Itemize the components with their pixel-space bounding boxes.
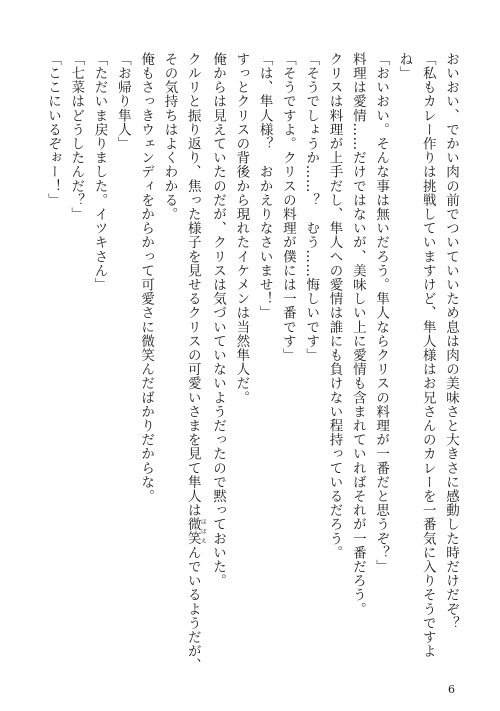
text-line: おいおい、でかい肉の前でついていいため息は肉の美味さと大きさに感動した時だけだぞ？ xyxy=(443,52,459,631)
text-line-with-ruby: クルリと振り返り、焦った様子を見せるクリスの可愛いさまを見て隼人は微笑ほほえんでいるようだが、 xyxy=(184,52,207,673)
text-line: 俺もさっきウェンディをからかって可愛さに微笑んだばかりだからな。 xyxy=(138,52,155,504)
text-line: ね」 xyxy=(396,52,413,81)
text-line: すっとクリスの背後から現れたイケメンは当然隼人だ。 xyxy=(233,52,250,405)
page-number: 6 xyxy=(448,683,455,696)
text-line: 俺からは見えていたのだが、クリスは気づいていないようだったので黙っておいた。 xyxy=(210,52,227,588)
text-line: 料理は愛情……だけではないが、美味しい上に愛情も含まれていればそれが一番だろう。 xyxy=(349,52,366,616)
text-line: 「ここにいるぞぉー！」 xyxy=(44,52,61,208)
text-line: 「おいおい。そんな事は無いだろう。隼人ならクリスの料理が一番だと思うぞ？」 xyxy=(373,52,390,574)
text-line: 「お帰り隼人」 xyxy=(114,52,131,151)
text-line: クリスは料理が上手だし、隼人への愛情は誰にも負けない程持っているだろう。 xyxy=(326,52,343,560)
text-line: 「私もカレー作りは挑戦していますけど、隼人様はお兄さんのカレーを一番気に入りそうですよ xyxy=(419,52,436,659)
text-line: その気持ちはよくわかる。 xyxy=(161,52,178,222)
ruby-reading: ほほえ xyxy=(199,517,207,546)
text-line: 「七菜はどうしたんだ？」 xyxy=(68,52,85,222)
text-line: 「そうでしょうか……？ むう……悔しいです」 xyxy=(303,52,320,363)
text-line: 「そうですよ。クリスの料理が僕には一番です」 xyxy=(279,52,296,363)
ruby-annotation: 微笑ほほえ xyxy=(184,517,207,546)
text-line: 「は、隼人様？ おかえりなさいませ！」 xyxy=(256,52,273,320)
text-line: 「ただいま戻りました。イツキさん」 xyxy=(91,52,108,292)
vertical-text-body xyxy=(41,52,462,673)
